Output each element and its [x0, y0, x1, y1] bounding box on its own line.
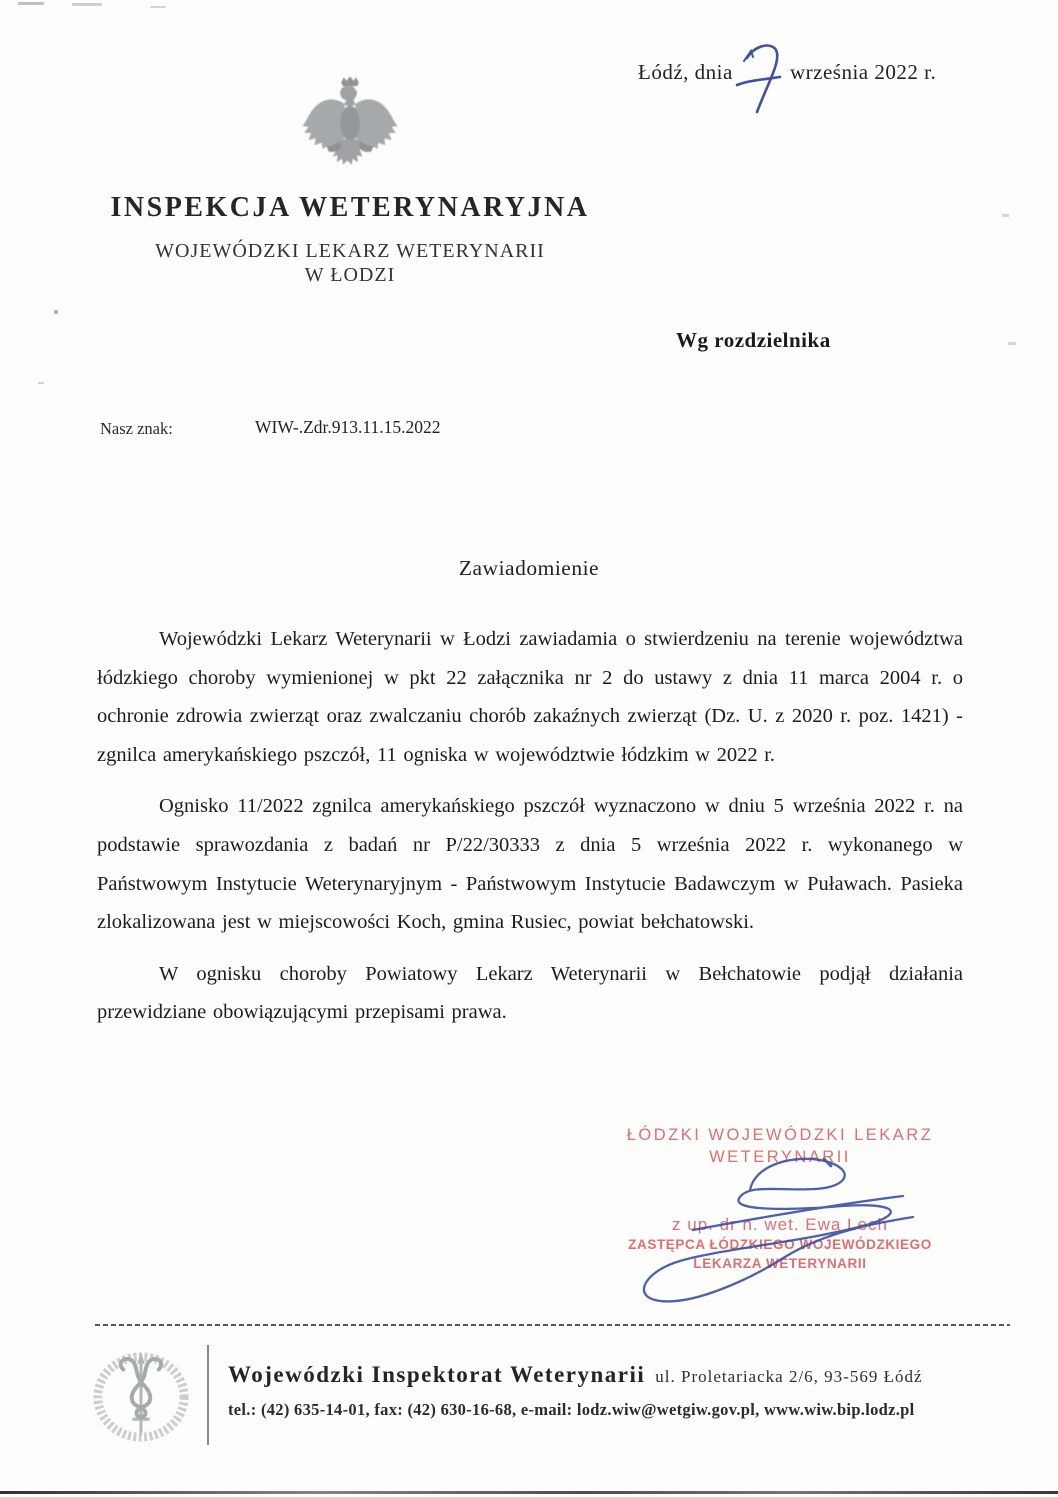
distribution-note: Wg rozdzielnika — [676, 328, 831, 352]
scan-speck — [1008, 342, 1016, 345]
stamp-authorization-line: z up. dr n. wet. Ewa Lech — [672, 1215, 888, 1234]
scan-speck — [1002, 214, 1009, 217]
veterinary-caduceus-wreath-icon — [92, 1347, 190, 1445]
handwritten-signature-icon — [598, 1128, 942, 1318]
office-line2: W ŁODZI — [304, 264, 396, 286]
footer-divider — [95, 1324, 1010, 1326]
scan-speck — [38, 382, 44, 384]
document-title: Zawiadomienie — [458, 556, 600, 580]
date-city-prefix: Łódź, dnia — [638, 60, 733, 84]
footer-organization: Wojewódzki Inspektorat Weterynarii — [228, 1362, 646, 1387]
scan-speck — [18, 2, 44, 5]
paragraph-3: W ognisku choroby Powiatowy Lekarz Weterynarii w Bełchatowie podjął działania przewidziane obowiązującymi przepisami prawa. — [97, 962, 963, 1024]
reference-label: Nasz znak: — [100, 419, 173, 438]
scan-speck — [72, 3, 102, 6]
institution-name: INSPEKCJA WETERYNARYJNA — [110, 192, 590, 223]
scan-speck — [150, 6, 166, 8]
paragraph-1: Wojewódzki Lekarz Weterynarii w Łodzi zawiadamia o stwierdzeniu na terenie województwa łódzkiego choroby wymienionej w pkt 22 załącznika nr 2 do ustawy z dnia 11 marca 2004 r. o ochronie zdrowia zwierząt oraz zwalczaniu chorób zakaźnych zwierząt (Dz. U. z 2020 r. poz. 1421) - zgnilca amerykańskiego pszczół, 11 ogniska w województwie łódzkim w 2022 r. — [97, 628, 963, 766]
stamp-office-line2: WETERYNARII — [709, 1148, 851, 1166]
office-line1: WOJEWÓDZKI LEKARZ WETERYNARII — [155, 240, 545, 262]
footer-organization-line — [228, 1362, 1018, 1388]
handwritten-day-7 — [730, 38, 802, 118]
date-suffix: września 2022 r. — [790, 60, 937, 84]
scan-bottom-edge — [0, 1491, 1058, 1494]
footer-contact-line: tel.: (42) 635-14-01, fax: (42) 630-16-68, e-mail: lodz.wiw@wetgiw.gov.pl, www.wiw.bip.lodz.pl — [228, 1400, 915, 1419]
stamp-office-line1: ŁÓDZKI WOJEWÓDZKI LEKARZ — [626, 1126, 934, 1144]
scan-speck — [54, 310, 58, 314]
paragraph-2: Ognisko 11/2022 zgnilca amerykańskiego pszczół wyznaczono w dniu 5 września 2022 r. na podstawie sprawozdania z badań nr P/22/30333 z dnia 5 września 2022 r. wykonanego w Państwowym Instytucie Weterynaryjnym - Państwowym Instytucie Badawczym w Puławach. Pasieka zlokalizowana jest w miejscowości Koch, gmina Rusiec, powiat bełchatowski. — [97, 795, 963, 934]
polish-eagle-emblem-icon — [295, 72, 405, 187]
letter-body — [97, 620, 963, 1045]
footer-address: ul. Proletariacka 2/6, 93-569 Łódź — [655, 1367, 923, 1386]
footer-separator-line — [207, 1345, 209, 1445]
reference-number: WIW-.Zdr.913.11.15.2022 — [255, 417, 441, 437]
stamp-deputy-line2: LEKARZA WETERYNARII — [693, 1256, 867, 1271]
stamp-deputy-line1: ZASTĘPCA ŁÓDZKIEGO WOJEWÓDZKIEGO — [628, 1237, 932, 1252]
